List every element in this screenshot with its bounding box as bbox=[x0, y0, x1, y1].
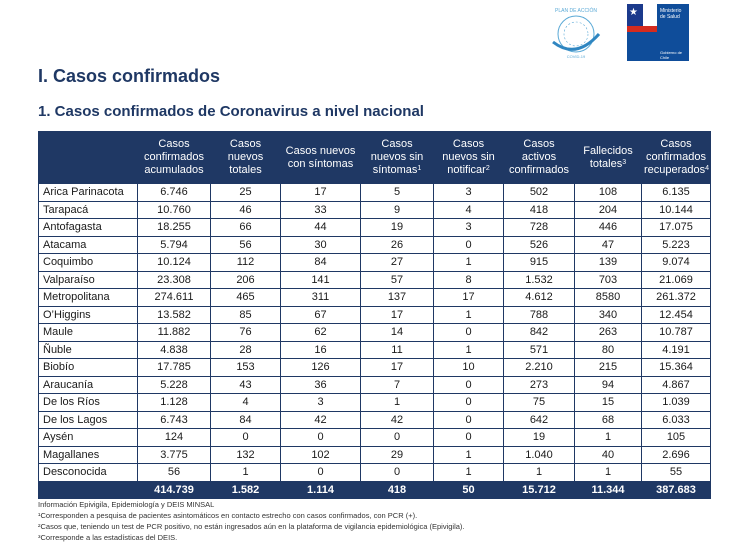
region-cell: Maule bbox=[39, 324, 138, 342]
header-cell: Casos nuevos sin notificar$^2$ bbox=[434, 132, 504, 184]
value-cell: 263 bbox=[575, 324, 642, 342]
cases-table bbox=[38, 131, 711, 499]
value-cell: 642 bbox=[504, 411, 575, 429]
table-row bbox=[39, 289, 711, 307]
region-cell: Tarapacá bbox=[39, 201, 138, 219]
value-cell: 9 bbox=[361, 201, 434, 219]
value-cell: 19 bbox=[361, 219, 434, 237]
value-cell: 18.255 bbox=[138, 219, 211, 237]
region-cell: Metropolitana bbox=[39, 289, 138, 307]
value-cell: 0 bbox=[434, 236, 504, 254]
header-logos bbox=[543, 4, 689, 62]
header-cell: Casos nuevos con síntomas bbox=[281, 132, 361, 184]
value-cell: 0 bbox=[211, 429, 281, 447]
value-cell: 10 bbox=[434, 359, 504, 377]
footnote: ³Corresponde a las estadísticas del DEIS. bbox=[38, 533, 178, 542]
value-cell: 85 bbox=[211, 306, 281, 324]
value-cell: 94 bbox=[575, 376, 642, 394]
coronavirus-logo-top-text: PLAN DE ACCIÓN bbox=[555, 8, 597, 14]
total-cell: 1.582 bbox=[211, 481, 281, 498]
value-cell: 67 bbox=[281, 306, 361, 324]
value-cell: 2.696 bbox=[642, 446, 711, 464]
value-cell: 502 bbox=[504, 184, 575, 202]
value-cell: 28 bbox=[211, 341, 281, 359]
value-cell: 788 bbox=[504, 306, 575, 324]
value-cell: 0 bbox=[361, 429, 434, 447]
star-icon: ★ bbox=[629, 7, 638, 18]
value-cell: 17 bbox=[281, 184, 361, 202]
value-cell: 55 bbox=[642, 464, 711, 482]
value-cell: 43 bbox=[211, 376, 281, 394]
region-cell: Valparaíso bbox=[39, 271, 138, 289]
value-cell: 842 bbox=[504, 324, 575, 342]
value-cell: 108 bbox=[575, 184, 642, 202]
value-cell: 75 bbox=[504, 394, 575, 412]
table-row bbox=[39, 324, 711, 342]
footnote: ²Casos que, teniendo un test de PCR positivo, no están ingresados aún en la plataforma de vigilancia epidemiológica (Epivigila). bbox=[38, 522, 465, 531]
total-cell: 15.712 bbox=[504, 481, 575, 498]
coronavirus-logo-bottom-text: COVID-19 bbox=[566, 54, 586, 59]
value-cell: 141 bbox=[281, 271, 361, 289]
region-cell: O’Higgins bbox=[39, 306, 138, 324]
value-cell: 273 bbox=[504, 376, 575, 394]
table-title: 1. Casos confirmados de Coronavirus a nivel nacional bbox=[38, 103, 424, 120]
minsal-gov: Gobierno de Chile bbox=[660, 50, 683, 60]
value-cell: 1 bbox=[434, 464, 504, 482]
region-cell: Biobío bbox=[39, 359, 138, 377]
table-row bbox=[39, 376, 711, 394]
value-cell: 0 bbox=[434, 376, 504, 394]
header-cell: Casos confirmados recuperados$^4$ bbox=[642, 132, 711, 184]
value-cell: 40 bbox=[575, 446, 642, 464]
region-cell: De los Lagos bbox=[39, 411, 138, 429]
ministerio-salud-logo bbox=[627, 4, 689, 61]
value-cell: 4.191 bbox=[642, 341, 711, 359]
value-cell: 1 bbox=[434, 341, 504, 359]
value-cell: 44 bbox=[281, 219, 361, 237]
value-cell: 1 bbox=[211, 464, 281, 482]
total-cell: 1.114 bbox=[281, 481, 361, 498]
value-cell: 17.075 bbox=[642, 219, 711, 237]
value-cell: 10.760 bbox=[138, 201, 211, 219]
value-cell: 465 bbox=[211, 289, 281, 307]
value-cell: 206 bbox=[211, 271, 281, 289]
value-cell: 274.611 bbox=[138, 289, 211, 307]
value-cell: 1.128 bbox=[138, 394, 211, 412]
value-cell: 26 bbox=[361, 236, 434, 254]
value-cell: 446 bbox=[575, 219, 642, 237]
value-cell: 3 bbox=[281, 394, 361, 412]
value-cell: 57 bbox=[361, 271, 434, 289]
table-row bbox=[39, 359, 711, 377]
header-cell: Casos activos confirmados bbox=[504, 132, 575, 184]
value-cell: 418 bbox=[504, 201, 575, 219]
value-cell: 1.040 bbox=[504, 446, 575, 464]
value-cell: 25 bbox=[211, 184, 281, 202]
table-row bbox=[39, 429, 711, 447]
value-cell: 915 bbox=[504, 254, 575, 272]
value-cell: 10.124 bbox=[138, 254, 211, 272]
value-cell: 5.228 bbox=[138, 376, 211, 394]
value-cell: 12.454 bbox=[642, 306, 711, 324]
value-cell: 1 bbox=[361, 394, 434, 412]
value-cell: 3 bbox=[434, 184, 504, 202]
region-cell: Aysén bbox=[39, 429, 138, 447]
value-cell: 137 bbox=[361, 289, 434, 307]
value-cell: 0 bbox=[434, 394, 504, 412]
value-cell: 4.612 bbox=[504, 289, 575, 307]
table-row bbox=[39, 411, 711, 429]
value-cell: 3 bbox=[434, 219, 504, 237]
footnote: Información Epivigila, Epidemiología y DEIS MINSAL bbox=[38, 500, 215, 509]
value-cell: 204 bbox=[575, 201, 642, 219]
value-cell: 1 bbox=[434, 446, 504, 464]
value-cell: 571 bbox=[504, 341, 575, 359]
value-cell: 14 bbox=[361, 324, 434, 342]
value-cell: 4 bbox=[434, 201, 504, 219]
value-cell: 36 bbox=[281, 376, 361, 394]
region-cell: De los Ríos bbox=[39, 394, 138, 412]
value-cell: 10.787 bbox=[642, 324, 711, 342]
value-cell: 17 bbox=[361, 359, 434, 377]
value-cell: 112 bbox=[211, 254, 281, 272]
table-row bbox=[39, 201, 711, 219]
value-cell: 27 bbox=[361, 254, 434, 272]
value-cell: 132 bbox=[211, 446, 281, 464]
value-cell: 215 bbox=[575, 359, 642, 377]
value-cell: 68 bbox=[575, 411, 642, 429]
value-cell: 10.144 bbox=[642, 201, 711, 219]
coronavirus-plan-logo bbox=[543, 4, 609, 62]
header-cell: Fallecidos totales$^3$ bbox=[575, 132, 642, 184]
value-cell: 13.582 bbox=[138, 306, 211, 324]
region-cell: Araucanía bbox=[39, 376, 138, 394]
value-cell: 703 bbox=[575, 271, 642, 289]
value-cell: 1 bbox=[434, 254, 504, 272]
region-cell: Ñuble bbox=[39, 341, 138, 359]
table-row bbox=[39, 394, 711, 412]
value-cell: 84 bbox=[211, 411, 281, 429]
value-cell: 153 bbox=[211, 359, 281, 377]
value-cell: 1 bbox=[575, 429, 642, 447]
value-cell: 56 bbox=[138, 464, 211, 482]
value-cell: 8 bbox=[434, 271, 504, 289]
value-cell: 1.039 bbox=[642, 394, 711, 412]
value-cell: 340 bbox=[575, 306, 642, 324]
total-cell: 418 bbox=[361, 481, 434, 498]
value-cell: 62 bbox=[281, 324, 361, 342]
total-cell: 414.739 bbox=[138, 481, 211, 498]
value-cell: 0 bbox=[434, 429, 504, 447]
value-cell: 17 bbox=[361, 306, 434, 324]
footnotes bbox=[38, 499, 465, 543]
region-cell: Antofagasta bbox=[39, 219, 138, 237]
value-cell: 6.135 bbox=[642, 184, 711, 202]
value-cell: 6.743 bbox=[138, 411, 211, 429]
value-cell: 9.074 bbox=[642, 254, 711, 272]
value-cell: 15.364 bbox=[642, 359, 711, 377]
value-cell: 0 bbox=[434, 324, 504, 342]
value-cell: 4.838 bbox=[138, 341, 211, 359]
region-cell: Desconocida bbox=[39, 464, 138, 482]
value-cell: 102 bbox=[281, 446, 361, 464]
total-cell: 11.344 bbox=[575, 481, 642, 498]
value-cell: 42 bbox=[281, 411, 361, 429]
value-cell: 21.069 bbox=[642, 271, 711, 289]
table-row bbox=[39, 446, 711, 464]
value-cell: 42 bbox=[361, 411, 434, 429]
value-cell: 1 bbox=[504, 464, 575, 482]
value-cell: 1 bbox=[575, 464, 642, 482]
value-cell: 728 bbox=[504, 219, 575, 237]
value-cell: 6.746 bbox=[138, 184, 211, 202]
region-cell: Atacama bbox=[39, 236, 138, 254]
value-cell: 8580 bbox=[575, 289, 642, 307]
total-cell: 50 bbox=[434, 481, 504, 498]
value-cell: 311 bbox=[281, 289, 361, 307]
table-row bbox=[39, 271, 711, 289]
value-cell: 0 bbox=[434, 411, 504, 429]
value-cell: 47 bbox=[575, 236, 642, 254]
value-cell: 46 bbox=[211, 201, 281, 219]
value-cell: 105 bbox=[642, 429, 711, 447]
totals-label-cell bbox=[39, 481, 138, 498]
footnote: ¹Corresponden a pesquisa de pacientes asintomáticos en contacto estrecho con casos confirmados, con PCR (+). bbox=[38, 511, 418, 520]
value-cell: 4.867 bbox=[642, 376, 711, 394]
total-cell: 387.683 bbox=[642, 481, 711, 498]
value-cell: 15 bbox=[575, 394, 642, 412]
section-title: I. Casos confirmados bbox=[38, 66, 221, 86]
value-cell: 1.532 bbox=[504, 271, 575, 289]
table-row bbox=[39, 236, 711, 254]
value-cell: 5.794 bbox=[138, 236, 211, 254]
region-cell: Magallanes bbox=[39, 446, 138, 464]
value-cell: 11.882 bbox=[138, 324, 211, 342]
value-cell: 261.372 bbox=[642, 289, 711, 307]
header-cell: Casos nuevos sin síntomas$^1$ bbox=[361, 132, 434, 184]
value-cell: 56 bbox=[211, 236, 281, 254]
value-cell: 16 bbox=[281, 341, 361, 359]
header-cell: Casos nuevos totales bbox=[211, 132, 281, 184]
value-cell: 11 bbox=[361, 341, 434, 359]
value-cell: 124 bbox=[138, 429, 211, 447]
table-body bbox=[39, 184, 711, 499]
value-cell: 0 bbox=[281, 464, 361, 482]
header-cell: Casos confirmados acumulados bbox=[138, 132, 211, 184]
header-region bbox=[39, 132, 138, 184]
table-row bbox=[39, 341, 711, 359]
value-cell: 0 bbox=[281, 429, 361, 447]
value-cell: 19 bbox=[504, 429, 575, 447]
value-cell: 29 bbox=[361, 446, 434, 464]
table-row bbox=[39, 306, 711, 324]
value-cell: 23.308 bbox=[138, 271, 211, 289]
table-row bbox=[39, 219, 711, 237]
value-cell: 17.785 bbox=[138, 359, 211, 377]
totals-row bbox=[39, 481, 711, 498]
value-cell: 5 bbox=[361, 184, 434, 202]
value-cell: 17 bbox=[434, 289, 504, 307]
region-cell: Arica Parinacota bbox=[39, 184, 138, 202]
value-cell: 139 bbox=[575, 254, 642, 272]
value-cell: 6.033 bbox=[642, 411, 711, 429]
value-cell: 2.210 bbox=[504, 359, 575, 377]
region-cell: Coquimbo bbox=[39, 254, 138, 272]
value-cell: 84 bbox=[281, 254, 361, 272]
value-cell: 80 bbox=[575, 341, 642, 359]
table-row bbox=[39, 184, 711, 202]
table-row bbox=[39, 464, 711, 482]
value-cell: 4 bbox=[211, 394, 281, 412]
value-cell: 66 bbox=[211, 219, 281, 237]
value-cell: 7 bbox=[361, 376, 434, 394]
value-cell: 526 bbox=[504, 236, 575, 254]
minsal-name: Ministerio de Salud bbox=[660, 8, 682, 20]
value-cell: 76 bbox=[211, 324, 281, 342]
value-cell: 5.223 bbox=[642, 236, 711, 254]
table-header-row bbox=[39, 132, 711, 184]
value-cell: 33 bbox=[281, 201, 361, 219]
table-row bbox=[39, 254, 711, 272]
value-cell: 3.775 bbox=[138, 446, 211, 464]
value-cell: 126 bbox=[281, 359, 361, 377]
value-cell: 1 bbox=[434, 306, 504, 324]
value-cell: 0 bbox=[361, 464, 434, 482]
value-cell: 30 bbox=[281, 236, 361, 254]
